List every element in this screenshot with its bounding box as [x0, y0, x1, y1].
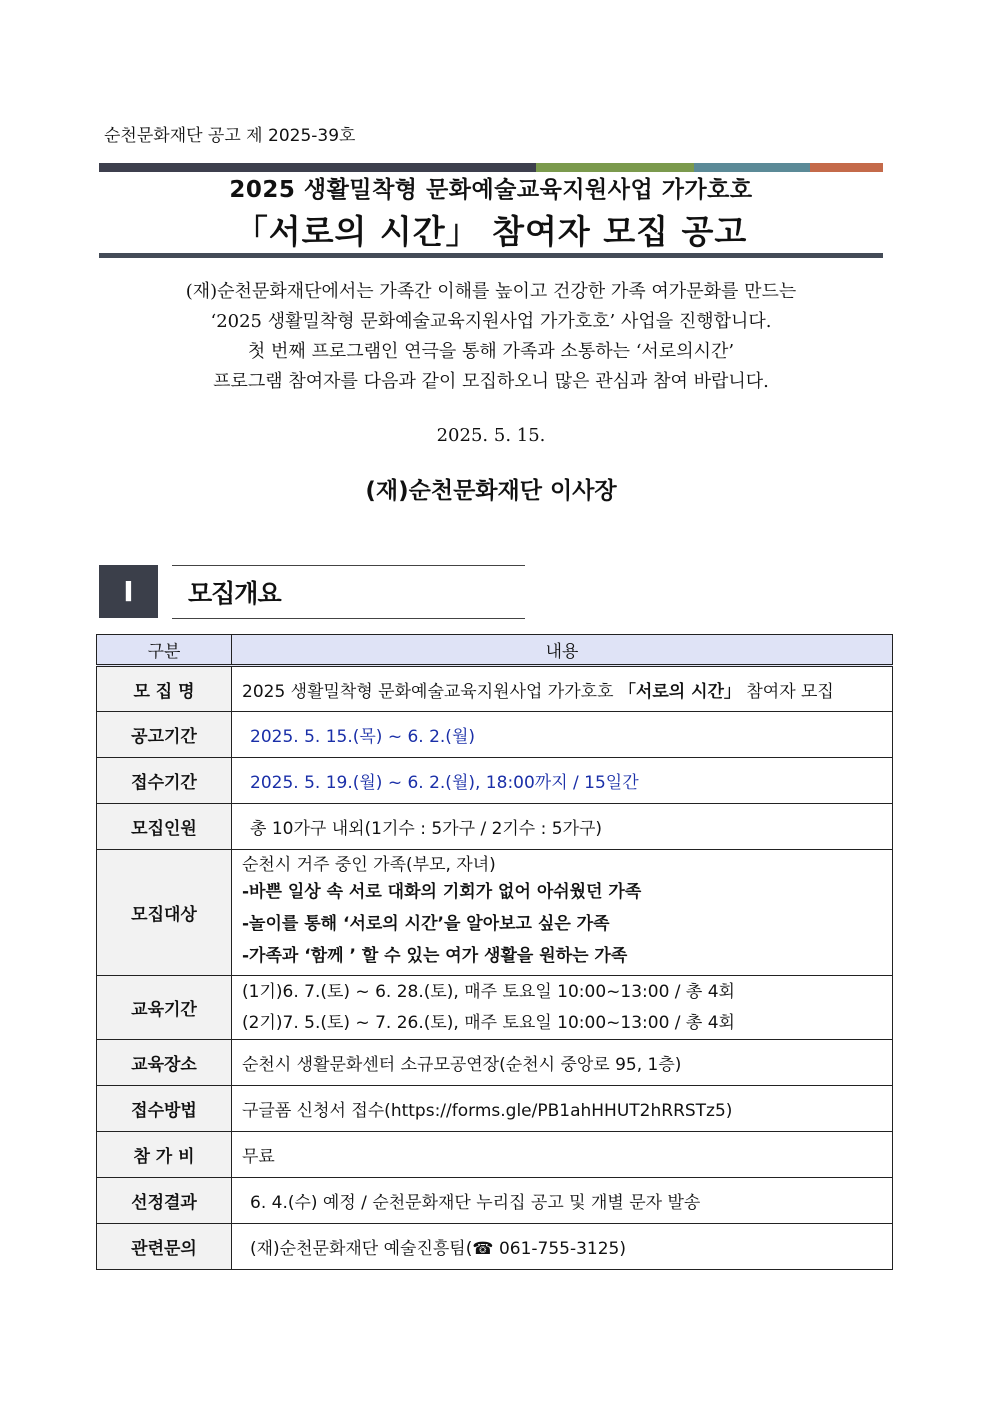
row-value: 2025. 5. 15.(목) ~ 6. 2.(월)	[232, 712, 893, 758]
title-line-2: 「서로의 시간」 참여자 모집 공고	[234, 212, 748, 251]
row-value: 2025. 5. 19.(월) ~ 6. 2.(월), 18:00까지 / 15일간	[232, 758, 893, 804]
header-key: 구분	[97, 635, 232, 666]
table-row	[97, 758, 893, 804]
program-name-bold: 「서로의 시간」	[618, 681, 741, 702]
section-divider-bottom	[172, 618, 525, 619]
row-key: 모집대상	[97, 850, 232, 976]
table-row	[97, 976, 893, 1040]
program-name-suffix: 참여자 모집	[746, 681, 834, 702]
section-divider-top	[172, 565, 525, 566]
table-row	[97, 1040, 893, 1086]
target-line: 순천시 거주 중인 가족(부모, 자녀)	[242, 854, 496, 875]
target-line: -바쁜 일상 속 서로 대화의 기회가 없어 아쉬웠던 가족	[242, 881, 642, 902]
table-header-row	[97, 635, 893, 666]
table-row	[97, 1224, 893, 1270]
row-value: 총 10가구 내외(1기수 : 5가구 / 2기수 : 5가구)	[232, 804, 893, 850]
row-value	[232, 976, 893, 1040]
edu-period-line: (1기)6. 7.(토) ~ 6. 28.(토), 매주 토요일 10:00~13:00 / 총 4회	[242, 981, 735, 1002]
table-row	[97, 666, 893, 712]
table-row	[97, 712, 893, 758]
intro-line: (재)순천문화재단에서는 가족간 이해를 높이고 건강한 가족 여가문화를 만드는	[185, 281, 797, 302]
row-key: 모집인원	[97, 804, 232, 850]
row-key: 교육기간	[97, 976, 232, 1040]
target-line: -가족과 ‘함께 ’ 할 수 있는 여가 생활을 원하는 가족	[242, 945, 628, 966]
target-line: -놀이를 통해 ‘서로의 시간’을 알아보고 싶은 가족	[242, 913, 610, 934]
table-row	[97, 804, 893, 850]
row-key: 참 가 비	[97, 1132, 232, 1178]
header-value: 내용	[232, 635, 893, 666]
recruit-info-table	[96, 634, 893, 1270]
table-row	[97, 1178, 893, 1224]
intro-line: 프로그램 참여자를 다음과 같이 모집하오니 많은 관심과 참여 바랍니다.	[213, 371, 769, 392]
row-key: 공고기간	[97, 712, 232, 758]
row-key: 관련문의	[97, 1224, 232, 1270]
title-line-1: 2025 생활밀착형 문화예술교육지원사업 가가호호	[229, 177, 753, 203]
table-row	[97, 1086, 893, 1132]
row-value: 순천시 생활문화센터 소규모공연장(순천시 중앙로 95, 1층)	[232, 1040, 893, 1086]
row-value: 구글폼 신청서 접수(https://forms.gle/PB1ahHHUT2hRRSTz5)	[232, 1086, 893, 1132]
intro-paragraph	[99, 277, 883, 397]
row-key: 모 집 명	[97, 666, 232, 712]
intro-line: 첫 번째 프로그램인 연극을 통해 가족과 소통하는 ‘서로의시간’	[247, 341, 735, 362]
intro-line: ‘2025 생활밀착형 문화예술교육지원사업 가가호호’ 사업을 진행합니다.	[210, 311, 772, 332]
title-bottom-bar	[99, 253, 883, 258]
section-title: 모집개요	[188, 579, 281, 608]
table-row	[97, 850, 893, 976]
edu-period-line: (2기)7. 5.(토) ~ 7. 26.(토), 매주 토요일 10:00~13:00 / 총 4회	[242, 1012, 735, 1033]
row-value: 무료	[232, 1132, 893, 1178]
row-key: 선정결과	[97, 1178, 232, 1224]
table-row	[97, 1132, 893, 1178]
program-name-prefix: 2025 생활밀착형 문화예술교육지원사업 가가호호	[242, 681, 619, 702]
section-number-box: I	[99, 565, 158, 618]
row-value: (재)순천문화재단 예술진흥팀(☎ 061-755-3125)	[232, 1224, 893, 1270]
row-key: 접수방법	[97, 1086, 232, 1132]
row-key: 교육장소	[97, 1040, 232, 1086]
notice-date: 2025. 5. 15.	[436, 425, 546, 446]
row-value: 6. 4.(수) 예정 / 순천문화재단 누리집 공고 및 개별 문자 발송	[232, 1178, 893, 1224]
row-value	[232, 666, 893, 712]
issuer: (재)순천문화재단 이사장	[365, 478, 617, 504]
row-value	[232, 850, 893, 976]
notice-number: 순천문화재단 공고 제 2025-39호	[104, 126, 356, 146]
row-key: 접수기간	[97, 758, 232, 804]
